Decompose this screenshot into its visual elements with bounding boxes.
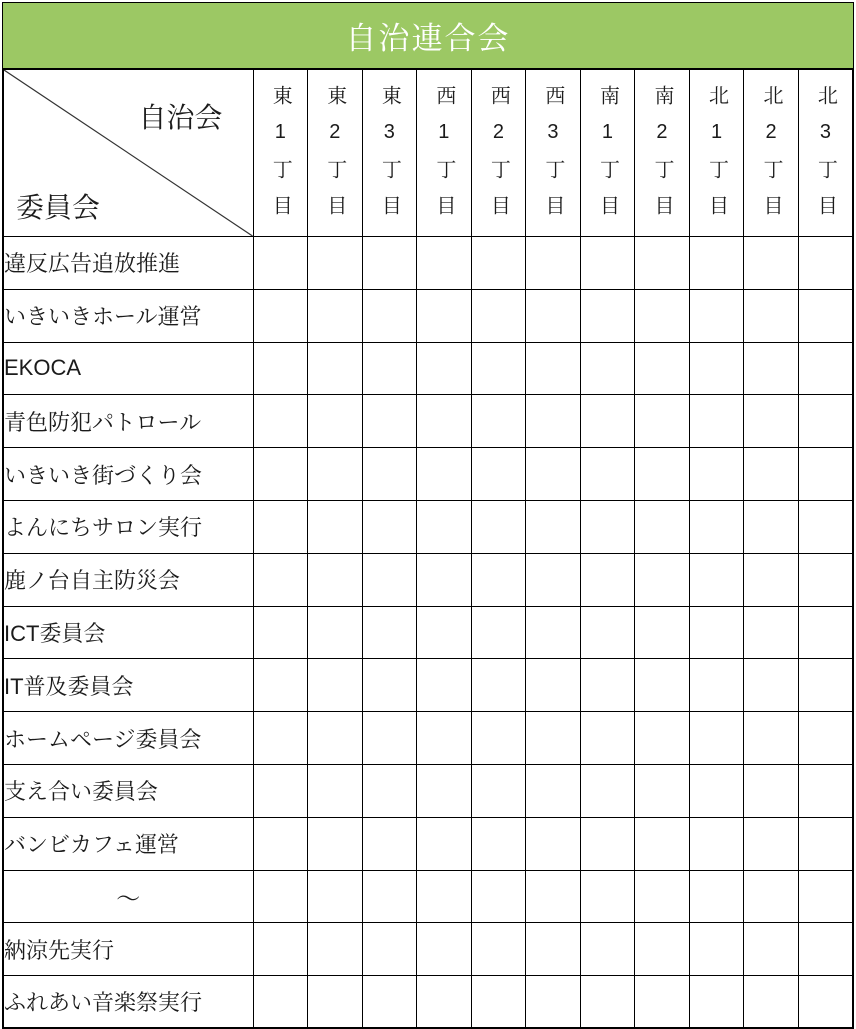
table-cell (471, 870, 526, 923)
table-cell (417, 500, 472, 553)
table-row (3, 606, 853, 659)
table-cell (362, 659, 417, 712)
table-cell (253, 553, 308, 606)
table-cell (744, 659, 799, 712)
table-cell (471, 606, 526, 659)
table-cell (744, 553, 799, 606)
table-cell (362, 500, 417, 553)
table-cell (798, 659, 853, 712)
table-cell (417, 923, 472, 976)
table-cell (417, 237, 472, 290)
corner-label-iinkai: 委員会 (16, 192, 101, 223)
table-cell (471, 342, 526, 395)
table-cell (526, 976, 581, 1029)
table-cell (417, 289, 472, 342)
table-cell (580, 289, 635, 342)
table-cell (744, 342, 799, 395)
table-cell (635, 553, 690, 606)
column-header-label: 南2丁目 (650, 85, 673, 231)
table-cell (253, 237, 308, 290)
table-cell (798, 500, 853, 553)
table-cell (471, 976, 526, 1029)
table-cell (417, 976, 472, 1029)
table-cell (744, 817, 799, 870)
table-cell (471, 712, 526, 765)
table-cell (253, 976, 308, 1029)
table-cell (417, 659, 472, 712)
table-cell (362, 712, 417, 765)
table-cell (798, 923, 853, 976)
table-cell (635, 712, 690, 765)
table-cell (308, 237, 363, 290)
table-cell (689, 500, 744, 553)
table-title: 自治連合会 (345, 21, 511, 56)
table-cell (526, 395, 581, 448)
table-cell (362, 448, 417, 501)
table-cell (744, 712, 799, 765)
table-cell (308, 817, 363, 870)
table-cell (744, 289, 799, 342)
table-cell (417, 553, 472, 606)
table-row (3, 764, 853, 817)
table-cell (744, 923, 799, 976)
table-row (3, 659, 853, 712)
row-label: EKOCA (3, 342, 253, 395)
table-cell (526, 237, 581, 290)
table-cell (417, 448, 472, 501)
table-cell (798, 870, 853, 923)
column-header-west2 (471, 69, 526, 237)
table-cell (580, 500, 635, 553)
table-cell (471, 289, 526, 342)
table-cell (526, 923, 581, 976)
table-cell (308, 289, 363, 342)
row-label: 納涼先実行 (3, 923, 253, 976)
table-cell (471, 553, 526, 606)
table-cell (580, 237, 635, 290)
table-row (3, 395, 853, 448)
table-cell (471, 923, 526, 976)
row-label: ホームページ委員会 (3, 712, 253, 765)
table-cell (580, 923, 635, 976)
column-header-south1 (580, 69, 635, 237)
table-cell (253, 500, 308, 553)
table-cell (526, 500, 581, 553)
corner-label-jichikai: 自治会 (138, 102, 223, 133)
table-cell (689, 659, 744, 712)
row-label: 違反広告追放推進 (3, 237, 253, 290)
table-cell (689, 764, 744, 817)
table-cell (580, 606, 635, 659)
table-cell (362, 870, 417, 923)
table-cell (689, 923, 744, 976)
table-cell (635, 870, 690, 923)
table-cell (744, 500, 799, 553)
column-header-west3 (526, 69, 581, 237)
table-cell (526, 342, 581, 395)
header-row (3, 69, 853, 237)
row-label: ふれあい音楽祭実行 (3, 976, 253, 1029)
row-label: IT普及委員会 (3, 659, 253, 712)
table-cell (471, 395, 526, 448)
table-cell (689, 395, 744, 448)
table-cell (689, 553, 744, 606)
table-cell (362, 764, 417, 817)
table-cell (635, 606, 690, 659)
table-cell (253, 923, 308, 976)
table-row (3, 712, 853, 765)
table-cell (362, 606, 417, 659)
table-row (3, 500, 853, 553)
table-cell (689, 342, 744, 395)
table-cell (580, 764, 635, 817)
row-label: 支え合い委員会 (3, 764, 253, 817)
column-header-label: 西2丁目 (487, 85, 510, 231)
column-header-label: 東2丁目 (323, 85, 346, 231)
table-cell (526, 817, 581, 870)
table-cell (526, 448, 581, 501)
column-header-label: 北3丁目 (814, 85, 837, 231)
table-cell (253, 342, 308, 395)
row-label: 青色防犯パトロール (3, 395, 253, 448)
table-row (3, 976, 853, 1029)
column-header-east2 (308, 69, 363, 237)
table-cell (635, 448, 690, 501)
column-header-label: 北2丁目 (760, 85, 783, 231)
table-row (3, 923, 853, 976)
row-label: よんにちサロン実行 (3, 500, 253, 553)
table-row (3, 817, 853, 870)
table-cell (417, 712, 472, 765)
table-cell (253, 395, 308, 448)
table-row (3, 237, 853, 290)
column-header-west1 (417, 69, 472, 237)
column-header-label: 西3丁目 (541, 85, 564, 231)
column-header-label: 西1丁目 (432, 85, 455, 231)
table-cell (417, 395, 472, 448)
table-cell (798, 976, 853, 1029)
table-row (3, 870, 853, 923)
table-cell (362, 289, 417, 342)
table-cell (362, 923, 417, 976)
table-cell (635, 764, 690, 817)
table-cell (526, 712, 581, 765)
table-cell (526, 606, 581, 659)
table-cell (471, 764, 526, 817)
table-cell (362, 237, 417, 290)
table-cell (526, 870, 581, 923)
table-cell (798, 764, 853, 817)
table-cell (744, 764, 799, 817)
table-cell (798, 342, 853, 395)
table-cell (362, 817, 417, 870)
table-cell (526, 764, 581, 817)
table-cell (635, 659, 690, 712)
table-cell (253, 606, 308, 659)
table-cell (308, 448, 363, 501)
table-cell (635, 976, 690, 1029)
table-cell (253, 870, 308, 923)
table-cell (362, 395, 417, 448)
table-cell (798, 606, 853, 659)
row-label: 鹿ノ台自主防災会 (3, 553, 253, 606)
table-cell (580, 712, 635, 765)
table-cell (253, 448, 308, 501)
table-cell (689, 448, 744, 501)
table-cell (580, 976, 635, 1029)
column-header-label: 北1丁目 (705, 85, 728, 231)
table-cell (635, 395, 690, 448)
table-cell (635, 342, 690, 395)
table-cell (744, 395, 799, 448)
table-cell (308, 870, 363, 923)
table-cell (689, 237, 744, 290)
table-cell (308, 395, 363, 448)
table-cell (689, 712, 744, 765)
table-cell (526, 289, 581, 342)
table-cell (580, 448, 635, 501)
table-cell (471, 448, 526, 501)
table-cell (471, 500, 526, 553)
table-cell (417, 764, 472, 817)
table-cell (798, 395, 853, 448)
diagonal-corner-cell (3, 69, 253, 237)
table-cell (744, 606, 799, 659)
table-cell (689, 870, 744, 923)
column-header-south2 (635, 69, 690, 237)
table-title-bar (2, 2, 854, 68)
table-cell (798, 448, 853, 501)
table-cell (308, 606, 363, 659)
table-cell (417, 342, 472, 395)
row-label: いきいき街づくり会 (3, 448, 253, 501)
table-cell (253, 712, 308, 765)
column-header-east3 (362, 69, 417, 237)
row-label: バンビカフェ運営 (3, 817, 253, 870)
table-cell (308, 500, 363, 553)
table-cell (362, 976, 417, 1029)
table-cell (471, 659, 526, 712)
table-cell (689, 606, 744, 659)
table-cell (526, 659, 581, 712)
column-header-label: 東1丁目 (269, 85, 292, 231)
table-cell (308, 764, 363, 817)
table-cell (689, 817, 744, 870)
row-label-ellipsis: 〜 (3, 870, 253, 923)
committee-association-table (2, 68, 854, 1029)
table-cell (526, 553, 581, 606)
table-cell (417, 817, 472, 870)
table-cell (635, 289, 690, 342)
table-cell (689, 289, 744, 342)
column-header-label: 東3丁目 (378, 85, 401, 231)
column-header-north3 (798, 69, 853, 237)
table-cell (635, 923, 690, 976)
table-cell (798, 817, 853, 870)
table-cell (362, 553, 417, 606)
table-cell (308, 712, 363, 765)
table-cell (580, 870, 635, 923)
table-cell (417, 606, 472, 659)
table-cell (635, 237, 690, 290)
table-row (3, 289, 853, 342)
table-cell (635, 500, 690, 553)
table-cell (308, 659, 363, 712)
table-cell (798, 712, 853, 765)
column-header-east1 (253, 69, 308, 237)
table-cell (308, 923, 363, 976)
table-cell (580, 553, 635, 606)
table-cell (798, 289, 853, 342)
table-cell (308, 342, 363, 395)
table-cell (362, 342, 417, 395)
table-cell (253, 289, 308, 342)
table-cell (253, 764, 308, 817)
table-cell (417, 870, 472, 923)
table-cell (798, 237, 853, 290)
table-cell (580, 659, 635, 712)
table-cell (744, 448, 799, 501)
table-cell (580, 817, 635, 870)
column-header-north1 (689, 69, 744, 237)
column-header-north2 (744, 69, 799, 237)
column-header-label: 南1丁目 (596, 85, 619, 231)
table-cell (253, 659, 308, 712)
table-cell (471, 817, 526, 870)
table-cell (308, 553, 363, 606)
table-cell (689, 976, 744, 1029)
table-cell (744, 976, 799, 1029)
table-cell (253, 817, 308, 870)
table-cell (744, 237, 799, 290)
table-cell (308, 976, 363, 1029)
row-label: いきいきホール運営 (3, 289, 253, 342)
table-row (3, 448, 853, 501)
table-cell (580, 342, 635, 395)
table-row (3, 342, 853, 395)
table-cell (744, 870, 799, 923)
table-cell (798, 553, 853, 606)
table-cell (471, 237, 526, 290)
row-label: ICT委員会 (3, 606, 253, 659)
table-row (3, 553, 853, 606)
table-cell (580, 395, 635, 448)
table-cell (635, 817, 690, 870)
